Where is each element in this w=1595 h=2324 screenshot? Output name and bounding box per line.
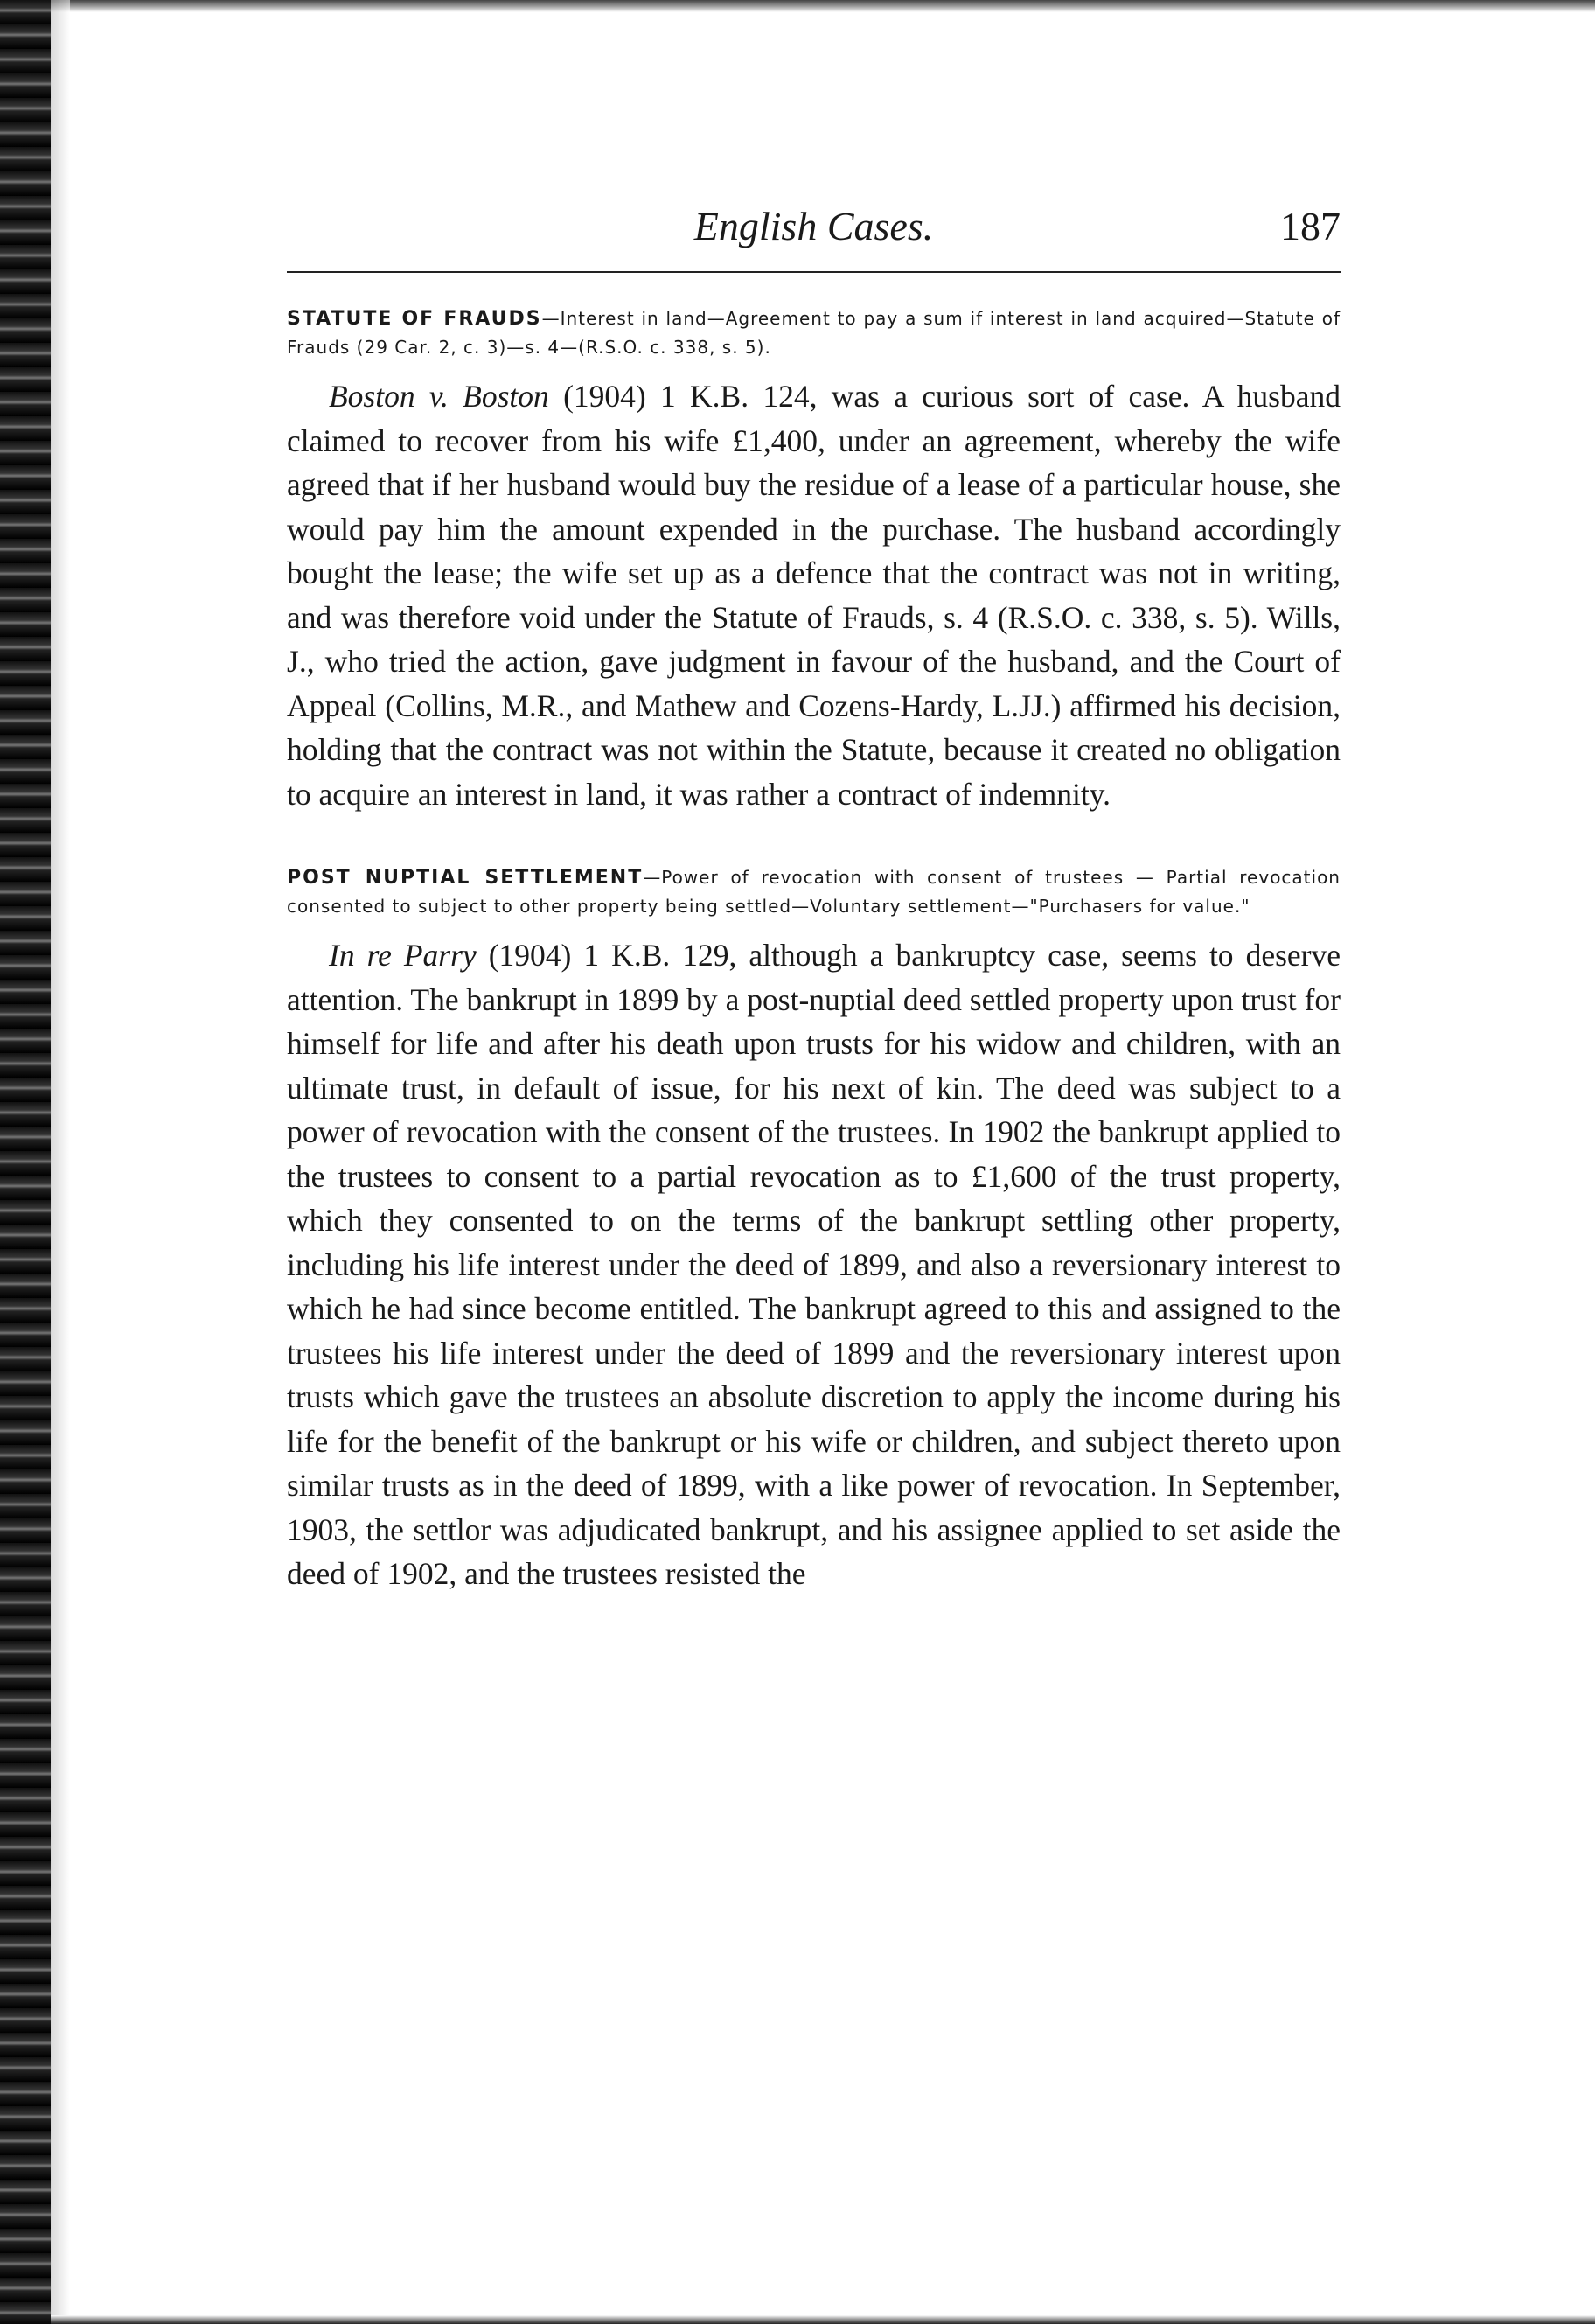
headnote	[287, 304, 1341, 362]
case-section-post-nuptial-settlement	[287, 863, 1341, 1596]
book-spine-shadow	[0, 0, 51, 2324]
case-paragraph	[287, 933, 1341, 1596]
page-bottom-edge	[51, 2315, 1595, 2324]
case-name: Boston v. Boston	[329, 379, 549, 414]
running-header	[287, 199, 1341, 271]
case-section-statute-of-frauds	[287, 304, 1341, 816]
running-title: English Cases.	[693, 204, 934, 248]
case-paragraph	[287, 374, 1341, 816]
section-gap	[287, 816, 1341, 863]
headnote-text: —Interest in land—Agreement to pay a sum if interest in land acquired—Statute of Frauds (29 Car. 2, c. 3)—s. 4—(R.S.O. c. 338, s. 5).	[287, 308, 1341, 358]
headnote-lead: STATUTE OF FRAUDS	[287, 308, 542, 330]
case-body: although a bankruptcy case, seems to deserve attention. The bankrupt in 1899 by a post-nuptial deed settled property upon trust for himself for life and after his death upon trusts for his widow and children, with an ultimate trust, in default of issue, for his next of kin. The deed was subject to a power of revocation with the consent of the trustees. In 1902 the bankrupt applied to the trustees to consent to a partial revocation as to £1,600 of the trust property, which they consented to on the terms of the bankrupt settling other property, including his life interest under the deed of 1899, and also a reversionary interest to which he had since become entitled. The bankrupt agreed to this and assigned to the trustees his life interest under the deed of 1899 and the reversionary interest upon trusts which gave the trustees an absolute discretion to apply the income during his life for the benefit of the bankrupt or his wife or children, and subject thereto upon similar trusts as in the deed of 1899, with a like power of revocation. In September, 1903, the settlor was adjudicated bankrupt, and his assignee applied to set aside the deed of 1902, and the trustees resisted the	[287, 938, 1341, 1591]
headnote-lead: POST NUPTIAL SETTLEMENT	[287, 867, 644, 889]
headnote-text: —Power of revocation with consent of trustees — Partial revocation consented to subject to other property being settled—Voluntary settlement—"Purchasers for value."	[287, 867, 1341, 917]
header-rule	[287, 271, 1341, 273]
case-citation: (1904) 1 K.B. 129,	[488, 938, 737, 973]
gutter-shading	[51, 0, 70, 2324]
headnote	[287, 863, 1341, 921]
case-name: In re Parry	[329, 938, 477, 973]
page-top-edge	[0, 0, 1595, 12]
case-citation: (1904) 1 K.B. 124,	[563, 379, 818, 414]
case-body: was a curious sort of case. A husband claimed to recover from his wife £1,400, under an agreement, whereby the wife agreed that if her husband would buy the residue of a lease of a particular house, she would pay him the amount expended in the purchase. The husband accordingly bought the lease; the wife set up as a defence that the contract was not in writing, and was therefore void under the Statute of Frauds, s. 4 (R.S.O. c. 338, s. 5). Wills, J., who tried the action, gave judgment in favour of the husband, and the Court of Appeal (Collins, M.R., and Mathew and Cozens-Hardy, L.JJ.) affirmed his decision, holding that the contract was not within the Statute, because it created no obligation to acquire an interest in land, it was rather a contract of indemnity.	[287, 379, 1341, 812]
page-content	[287, 199, 1341, 1596]
page-number: 187	[1280, 204, 1341, 248]
